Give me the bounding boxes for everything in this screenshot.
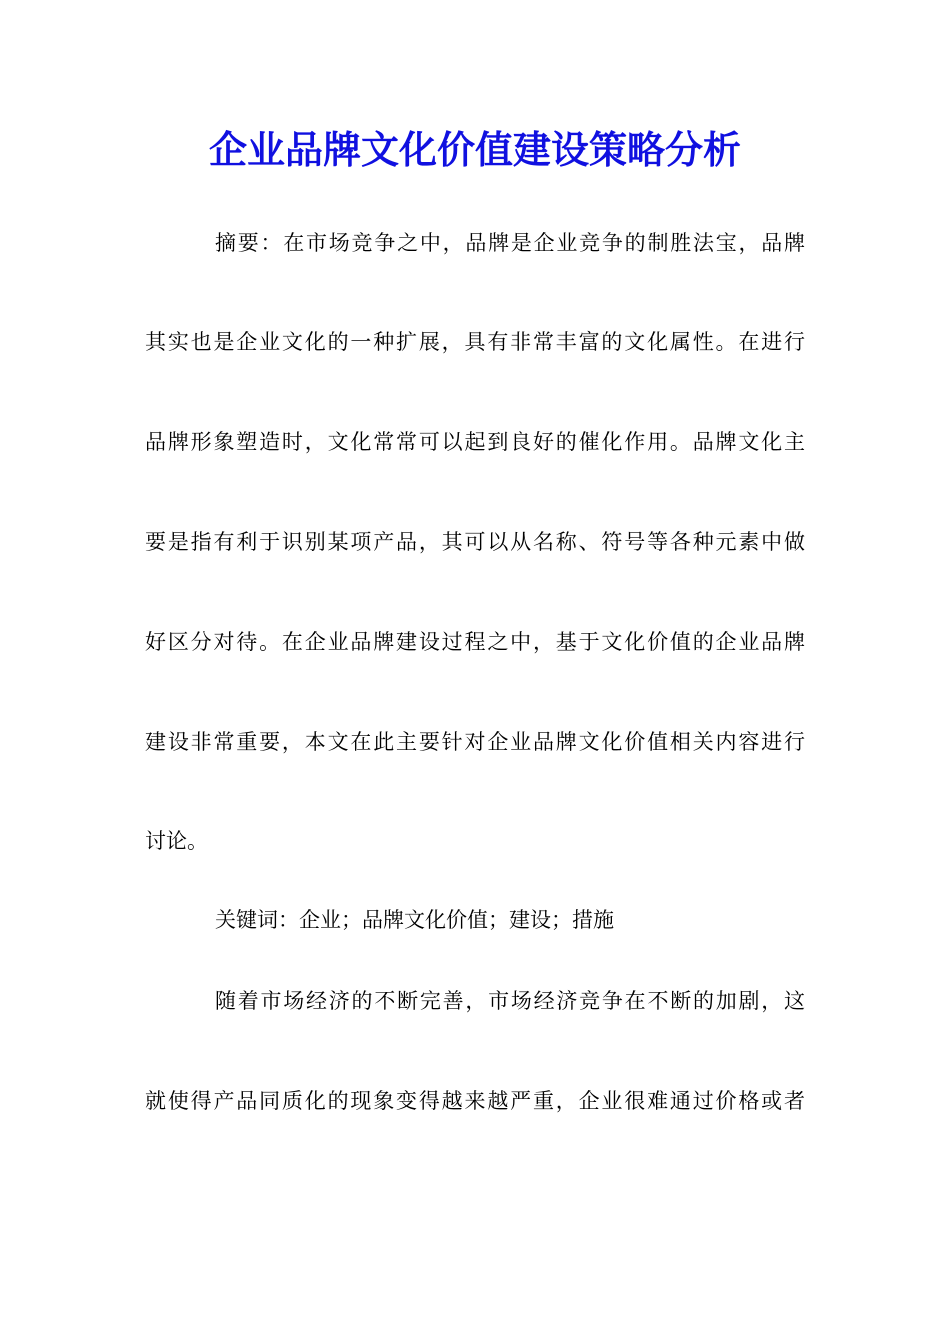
body-line: 就使得产品同质化的现象变得越来越严重，企业很难通过价格或者 [145, 1089, 805, 1113]
keywords-line: 关键词：企业；品牌文化价值；建设；措施 [215, 908, 614, 932]
abstract-line: 建设非常重要，本文在此主要针对企业品牌文化价值相关内容进行 [145, 730, 805, 754]
abstract-line: 好区分对待。在企业品牌建设过程之中，基于文化价值的企业品牌 [145, 630, 805, 654]
abstract-line: 讨论。 [145, 829, 208, 853]
abstract-line: 其实也是企业文化的一种扩展，具有非常丰富的文化属性。在进行 [145, 330, 805, 354]
abstract-line: 品牌形象塑造时，文化常常可以起到良好的催化作用。品牌文化主 [145, 430, 805, 454]
document-title: 企业品牌文化价值建设策略分析 [208, 127, 741, 172]
abstract-line: 要是指有利于识别某项产品，其可以从名称、符号等各种元素中做 [145, 530, 805, 554]
body-line: 随着市场经济的不断完善，市场经济竞争在不断的加剧，这 [215, 989, 805, 1013]
abstract-line: 摘要：在市场竞争之中，品牌是企业竞争的制胜法宝，品牌 [215, 231, 805, 255]
